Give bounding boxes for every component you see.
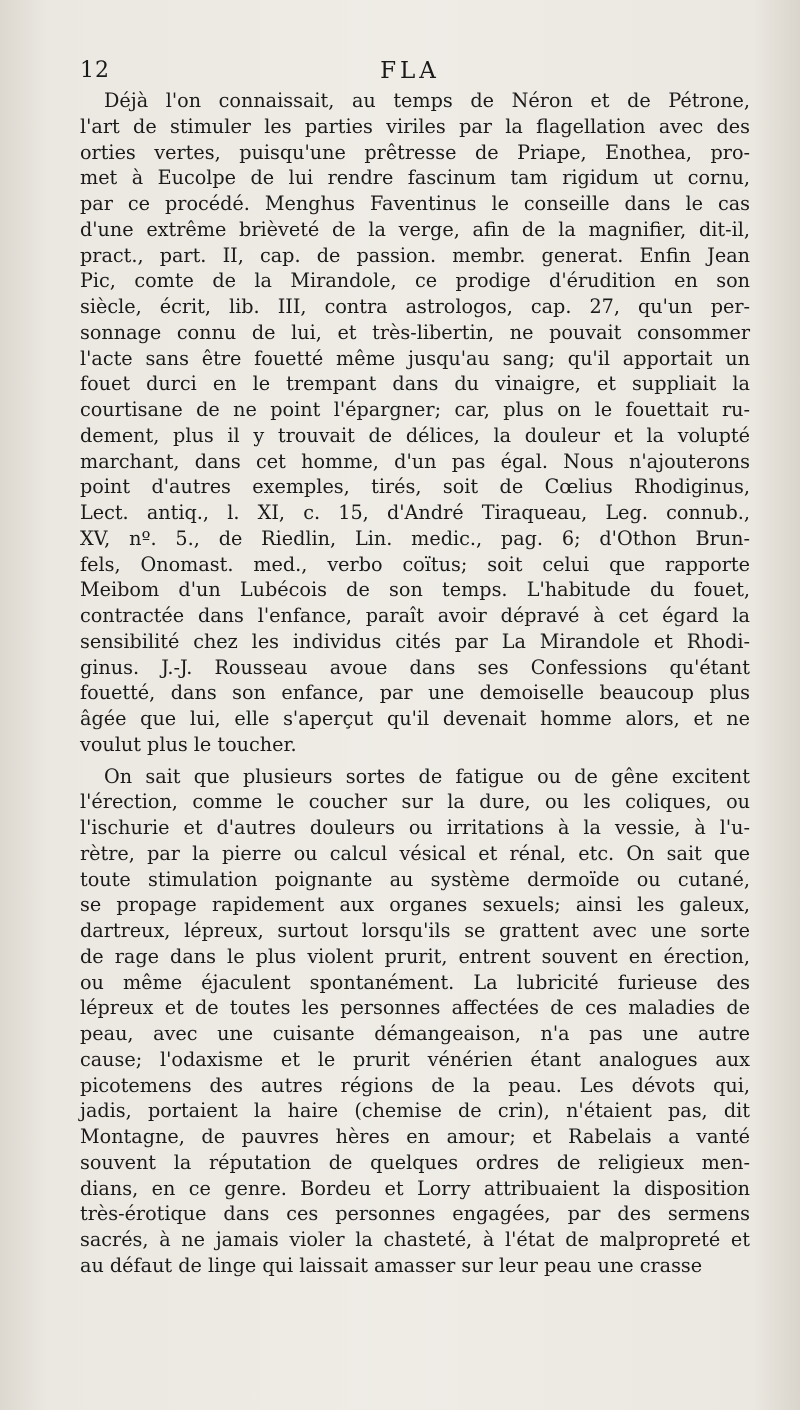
page-number: 12 bbox=[80, 58, 110, 83]
text-line: dartreux, lépreux, surtout lorsqu'ils se grattent avec une sorte bbox=[80, 919, 750, 942]
text-line: courtisane de ne point l'épargner; car, plus on le fouettait ru- bbox=[80, 398, 750, 421]
page-header bbox=[80, 58, 740, 92]
text-line: met à Eucolpe de lui rendre fascinum tam rigidum ut cornu, bbox=[80, 166, 750, 190]
text-line: d'une extrême brièveté de la verge, afin de la magnifier, dit-il, bbox=[80, 217, 750, 241]
text-line: point d'autres exemples, tirés, soit de Cœlius Rhodiginus, bbox=[80, 475, 750, 499]
text-line: l'érection, comme le coucher sur la dure, ou les coliques, ou bbox=[80, 790, 750, 814]
text-line: l'acte sans être fouetté même jusqu'au sang; qu'il apportait un bbox=[80, 346, 750, 370]
text-line: picotemens des autres régions de la peau. Les dévots qui, bbox=[80, 1073, 750, 1097]
text-line: rètre, par la pierre ou calcul vésical et rénal, etc. On sait que bbox=[80, 841, 750, 865]
text-line: dement, plus il y trouvait de délices, la douleur et la volupté bbox=[80, 423, 750, 447]
text-line: Pic, comte de la Mirandole, ce prodige d'érudition en son bbox=[80, 269, 750, 293]
text-line: XV, nº. 5., de Riedlin, Lin. medic., pag. 6; d'Othon Brun- bbox=[80, 526, 750, 550]
text-line: Lect. antiq., l. XI, c. 15, d'André Tiraqueau, Leg. connub., bbox=[80, 501, 750, 524]
paragraph-1 bbox=[80, 88, 750, 758]
text-line: peau, avec une cuisante démangeaison, n'a pas une autre bbox=[80, 1022, 750, 1045]
text-line: ginus. J.-J. Rousseau avoue dans ses Confessions qu'étant bbox=[80, 655, 750, 679]
text-line: ou même éjaculent spontanément. La lubricité furieuse des bbox=[80, 970, 750, 994]
text-line: sonnage connu de lui, et très-libertin, ne pouvait consommer bbox=[80, 320, 750, 344]
text-line: fouet durci en le trempant dans du vinaigre, et suppliait la bbox=[80, 372, 750, 396]
text-line: fouetté, dans son enfance, par une demoiselle beaucoup plus bbox=[80, 681, 750, 705]
text-line: l'art de stimuler les parties viriles par la flagellation avec des bbox=[80, 114, 750, 138]
text-line: orties vertes, puisqu'une prêtresse de Priape, Enothea, pro- bbox=[80, 140, 750, 164]
paragraph-2 bbox=[80, 764, 750, 1279]
body-text bbox=[80, 88, 750, 1279]
text-line: voulut plus le toucher. bbox=[80, 732, 297, 756]
text-line: l'ischurie et d'autres douleurs ou irritations à la vessie, à l'u- bbox=[80, 816, 750, 839]
text-line: très-érotique dans ces personnes engagées, par des sermens bbox=[80, 1202, 750, 1226]
text-line: de rage dans le plus violent prurit, entrent souvent en érection, bbox=[80, 944, 750, 968]
text-line: se propage rapidement aux organes sexuels; ainsi les galeux, bbox=[80, 893, 750, 917]
text-line: âgée que lui, elle s'aperçut qu'il devenait homme alors, et ne bbox=[80, 707, 750, 730]
text-line: souvent la réputation de quelques ordres de religieux men- bbox=[80, 1150, 750, 1174]
text-line: cause; l'odaxisme et le prurit vénérien étant analogues aux bbox=[80, 1047, 750, 1071]
text-line: Meibom d'un Lubécois de son temps. L'habitude du fouet, bbox=[80, 578, 750, 602]
text-line: par ce procédé. Menghus Faventinus le conseille dans le cas bbox=[80, 192, 750, 215]
text-line: lépreux et de toutes les personnes affectées de ces maladies de bbox=[80, 996, 750, 1020]
text-line: Montagne, de pauvres hères en amour; et Rabelais a vanté bbox=[80, 1125, 750, 1148]
text-line: marchant, dans cet homme, d'un pas égal. Nous n'ajouterons bbox=[80, 449, 750, 473]
text-line: au défaut de linge qui laissait amasser sur leur peau une crasse bbox=[80, 1253, 703, 1277]
text-line: dians, en ce genre. Bordeu et Lorry attribuaient la disposition bbox=[80, 1176, 750, 1200]
text-line: pract., part. II, cap. de passion. membr. generat. Enfin Jean bbox=[80, 243, 750, 267]
text-line: fels, Onomast. med., verbo coïtus; soit celui que rapporte bbox=[80, 552, 750, 576]
text-line: jadis, portaient la haire (chemise de crin), n'étaient pas, dit bbox=[80, 1099, 750, 1123]
text-line: Déjà l'on connaissait, au temps de Néron et de Pétrone, bbox=[104, 89, 750, 112]
running-head: FLA bbox=[380, 58, 440, 84]
text-line: siècle, écrit, lib. III, contra astrologos, cap. 27, qu'un per- bbox=[80, 295, 750, 318]
text-line: toute stimulation poignante au système dermoïde ou cutané, bbox=[80, 867, 750, 891]
text-line: sacrés, à ne jamais violer la chasteté, à l'état de malpropreté et bbox=[80, 1228, 750, 1251]
text-line: contractée dans l'enfance, paraît avoir dépravé à cet égard la bbox=[80, 604, 750, 627]
text-line: sensibilité chez les individus cités par La Mirandole et Rhodi- bbox=[80, 629, 750, 653]
text-line: On sait que plusieurs sortes de fatigue ou de gêne excitent bbox=[104, 764, 750, 788]
